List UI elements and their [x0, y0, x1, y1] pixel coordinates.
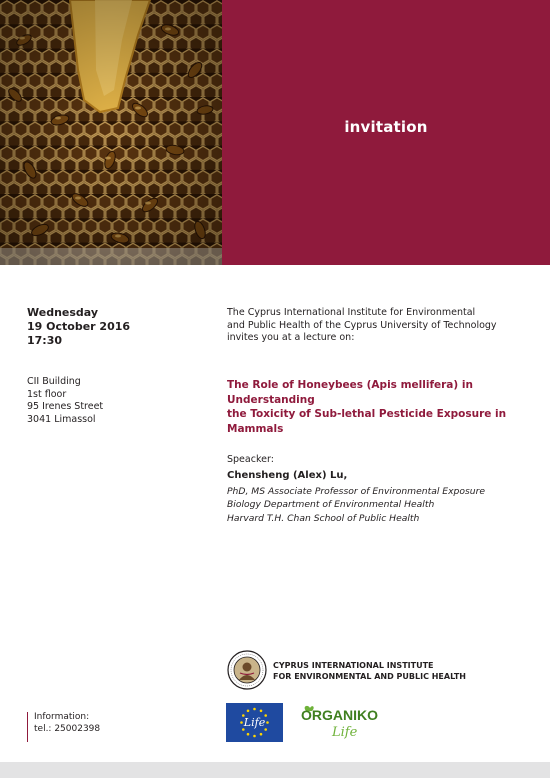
invitation-panel — [222, 0, 550, 265]
intro-line: and Public Health of the Cyprus University of Technology — [227, 319, 497, 331]
honeybee-photo — [0, 0, 222, 265]
event-venue — [27, 376, 103, 426]
venue-building: CII Building — [27, 376, 81, 387]
lecture-title — [227, 378, 542, 436]
eu-life-logo — [226, 703, 283, 742]
speaker-name: Chensheng (Alex) Lu, — [227, 470, 348, 481]
university-seal-logo — [227, 650, 267, 690]
lecture-title-line: the Toxicity of Sub-lethal Pesticide Exposure in Mammals — [227, 408, 507, 435]
speaker-credential: Harvard T.H. Chan School of Public Health — [227, 512, 420, 524]
speaker-credential: PhD, MS Associate Professor of Environmental Exposure — [227, 486, 486, 497]
organiko-sub-text: Life — [332, 725, 358, 740]
speaker-credentials — [227, 485, 485, 525]
institute-name-line: CYPRUS INTERNATIONAL INSTITUTE — [273, 661, 434, 670]
hero-banner — [0, 0, 550, 265]
info-label: Information: — [34, 712, 90, 722]
venue-floor: 1st floor — [27, 388, 67, 400]
institute-name-line: FOR ENVIRONMENTAL AND PUBLIC HEALTH — [273, 672, 467, 681]
footer-band — [0, 762, 550, 778]
lecture-title-line: The Role of Honeybees (Apis mellifera) in Understanding — [227, 379, 473, 406]
speaker-credential: Biology Department of Environmental Health — [227, 499, 435, 511]
info-tel: tel.: 25002398 — [34, 723, 101, 734]
speaker-label: Speacker: — [227, 454, 274, 465]
event-datetime — [27, 306, 130, 348]
venue-city: 3041 Limassol — [27, 413, 96, 425]
eu-life-text: Life — [243, 716, 266, 729]
invitation-intro — [227, 307, 527, 345]
institute-name — [273, 660, 466, 682]
invitation-heading: invitation — [344, 118, 428, 136]
organiko-text: ORGANIKO — [301, 707, 378, 723]
event-day: Wednesday — [27, 306, 99, 319]
venue-street: 95 Irenes Street — [27, 401, 104, 412]
event-time: 17:30 — [27, 334, 63, 347]
intro-line: The Cyprus International Institute for Environmental — [227, 307, 476, 318]
intro-line: invites you at a lecture on: — [227, 332, 355, 343]
information-box — [27, 712, 100, 742]
event-date: 19 October 2016 — [27, 320, 131, 333]
organiko-life-logo — [300, 703, 382, 741]
